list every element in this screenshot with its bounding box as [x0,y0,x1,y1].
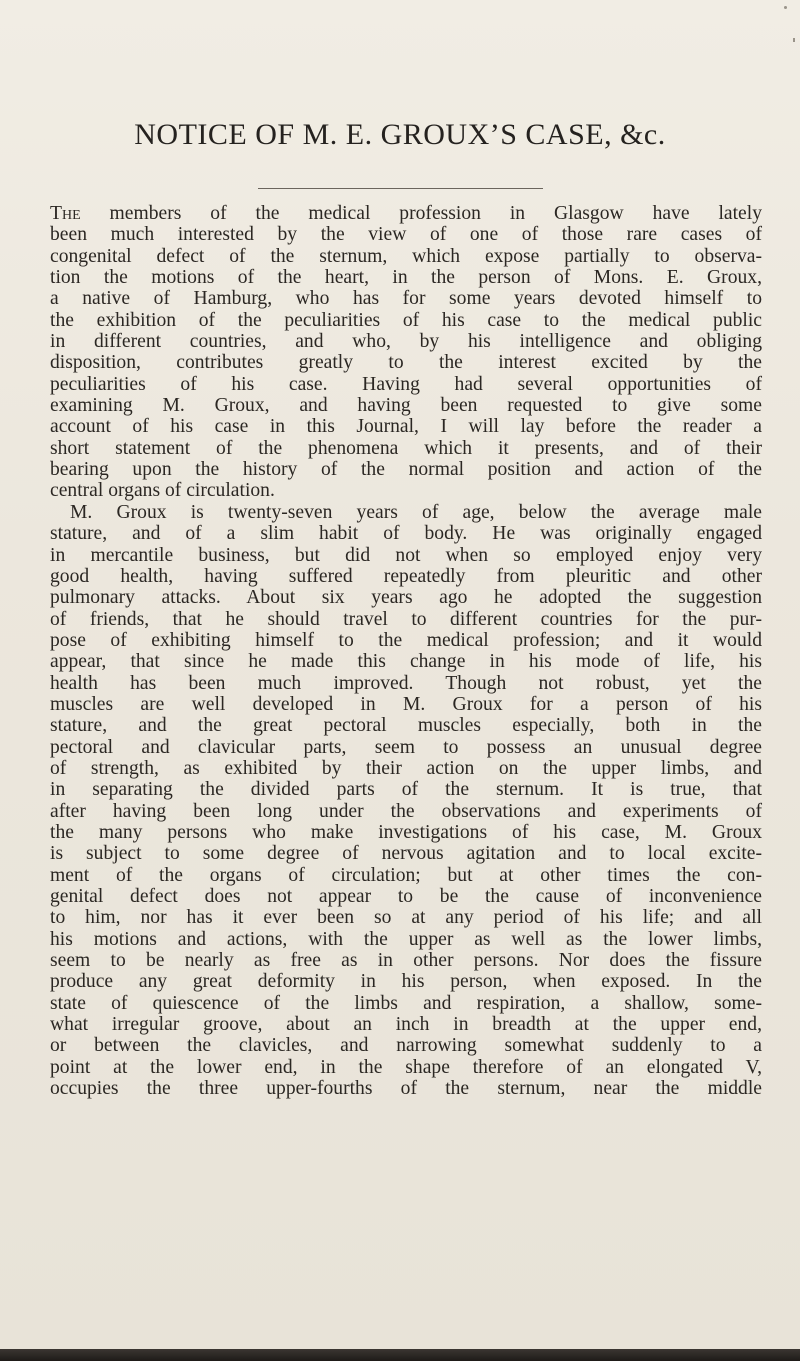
text-line: pectoral and clavicular parts, seem to possess an unusual degree [50,736,762,758]
text-line: stature, and the great pectoral muscles especially, both in the [50,715,762,737]
running-head: NOTICE OF M. E. GROUX’S CASE, &c. [134,118,666,151]
opening-word: The [50,203,81,224]
text-line: congenital defect of the sternum, which expose partially to observa- [50,245,762,267]
text-line: good health, having suffered repeatedly from pleuritic and other [50,565,762,587]
text-line: been much interested by the view of one of those rare cases of [50,224,762,246]
text-line: the many persons who make investigations of his case, M. Groux [50,821,762,843]
text-line: his motions and actions, with the upper as well as the lower limbs, [50,928,762,950]
text-line: in mercantile business, but did not when so employed enjoy very [50,544,762,566]
text-line: appear, that since he made this change in his mode of life, his [50,651,762,673]
text-line: muscles are well developed in M. Groux for a person of his [50,693,762,715]
text-line: seem to be nearly as free as in other persons. Nor does the fissure [50,950,762,972]
text-line: state of quiescence of the limbs and respiration, a shallow, some- [50,992,762,1014]
text-line: stature, and of a slim habit of body. He was originally engaged [50,523,762,545]
text-line: occupies the three upper-fourths of the sternum, near the middle [50,1078,762,1100]
text-line: of friends, that he should travel to different countries for the pur- [50,608,762,630]
text-line: the exhibition of the peculiarities of his case to the medical public [50,309,762,331]
header-rule [258,188,543,189]
text-line: produce any great deformity in his person, when exposed. In the [50,971,762,993]
text-line: in different countries, and who, by his intelligence and obliging [50,331,762,353]
text-line: short statement of the phenomena which it presents, and of their [50,437,762,459]
text-line: in separating the divided parts of the sternum. It is true, that [50,779,762,801]
text-line: is subject to some degree of nervous agitation and to local excite- [50,843,762,865]
text-line: to him, nor has it ever been so at any period of his life; and all [50,907,762,929]
text-line: of strength, as exhibited by their action on the upper limbs, and [50,757,762,779]
text-line: account of his case in this Journal, I will lay before the reader a [50,416,762,438]
paper-speck [784,6,787,9]
scan-bottom-edge [0,1349,800,1361]
text-line: tion the motions of the heart, in the person of Mons. E. Groux, [50,267,762,289]
text-line: central organs of circulation. [50,480,275,502]
text-line: bearing upon the history of the normal position and action of the [50,459,762,481]
text-line: what irregular groove, about an inch in breadth at the upper end, [50,1014,762,1036]
text-line: examining M. Groux, and having been requested to give some [50,395,762,417]
text-line: point at the lower end, in the shape therefore of an elongated V, [50,1056,762,1078]
text-line: peculiarities of his case. Having had several opportunities of [50,373,762,395]
text-line: disposition, contributes greatly to the interest excited by the [50,352,762,374]
text-line: genital defect does not appear to be the cause of inconvenience [50,886,762,907]
text-line: The members of the medical profession in Glasgow have lately [50,203,762,224]
text-line: pose of exhibiting himself to the medical profession; and it would [50,629,762,651]
text-line: or between the clavicles, and narrowing somewhat suddenly to a [50,1035,762,1057]
text-line: after having been long under the observations and experiments of [50,800,762,822]
text-line: a native of Hamburg, who has for some years devoted himself to [50,288,762,310]
text-line: pulmonary attacks. About six years ago he adopted the suggestion [50,587,762,609]
text-line: health has been much improved. Though not robust, yet the [50,672,762,694]
body-text [50,203,762,1099]
text-line: ment of the organs of circulation; but at other times the con- [50,864,762,886]
text-line: M. Groux is twenty-seven years of age, below the average male [70,501,762,523]
paper-mark [793,38,795,42]
